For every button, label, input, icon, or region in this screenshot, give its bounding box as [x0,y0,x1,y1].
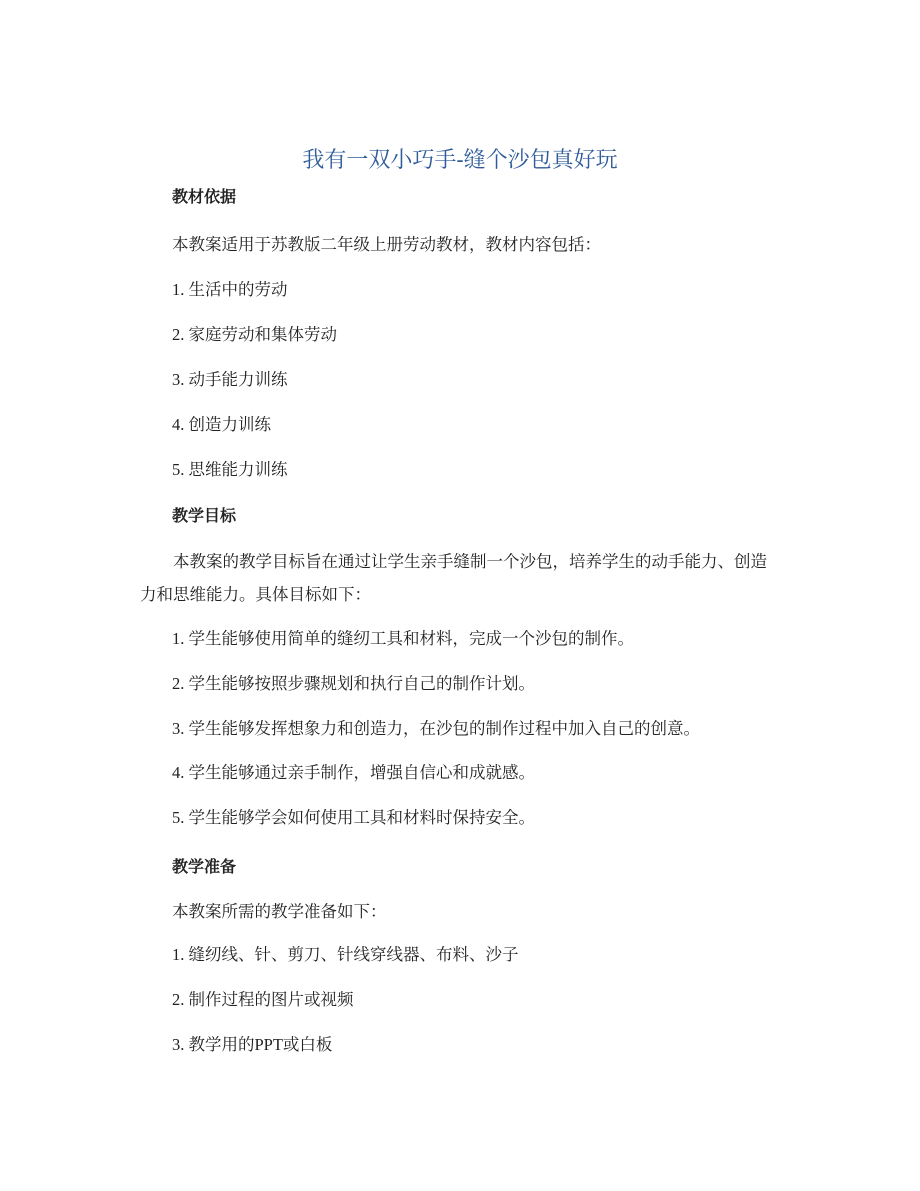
list-item: 2. 学生能够按照步骤规划和执行自己的制作计划。 [172,674,535,693]
section-intro: 本教案所需的教学准备如下： [172,902,387,921]
list-item: 1. 缝纫线、针、剪刀、针线穿线器、布料、沙子 [172,945,519,964]
list-item: 5. 思维能力训练 [172,460,288,479]
list-item: 5. 学生能够学会如何使用工具和材料时保持安全。 [172,808,535,827]
list-item: 1. 学生能够使用简单的缝纫工具和材料，完成一个沙包的制作。 [172,629,634,648]
list-item: 2. 家庭劳动和集体劳动 [172,325,337,344]
list-item: 2. 制作过程的图片或视频 [172,990,354,1009]
document-title: 我有一双小巧手-缝个沙包真好玩 [302,147,618,172]
section-heading: 教材依据 [172,189,237,206]
list-item: 1. 生活中的劳动 [172,280,288,299]
list-item: 3. 教学用的PPT或白板 [172,1035,333,1054]
section-intro: 本教案的教学目标旨在通过让学生亲手缝制一个沙包，培养学生的动手能力、创造力和思维能力。具体目标如下： [140,552,767,604]
list-item: 4. 学生能够通过亲手制作，增强自信心和成就感。 [172,763,535,782]
section-intro: 本教案适用于苏教版二年级上册劳动教材，教材内容包括： [172,235,601,254]
list-item: 3. 学生能够发挥想象力和创造力，在沙包的制作过程中加入自己的创意。 [172,719,700,738]
section-heading: 教学目标 [172,508,237,525]
list-item: 3. 动手能力训练 [172,370,288,389]
list-item: 4. 创造力训练 [172,415,271,434]
section-heading: 教学准备 [172,859,237,876]
